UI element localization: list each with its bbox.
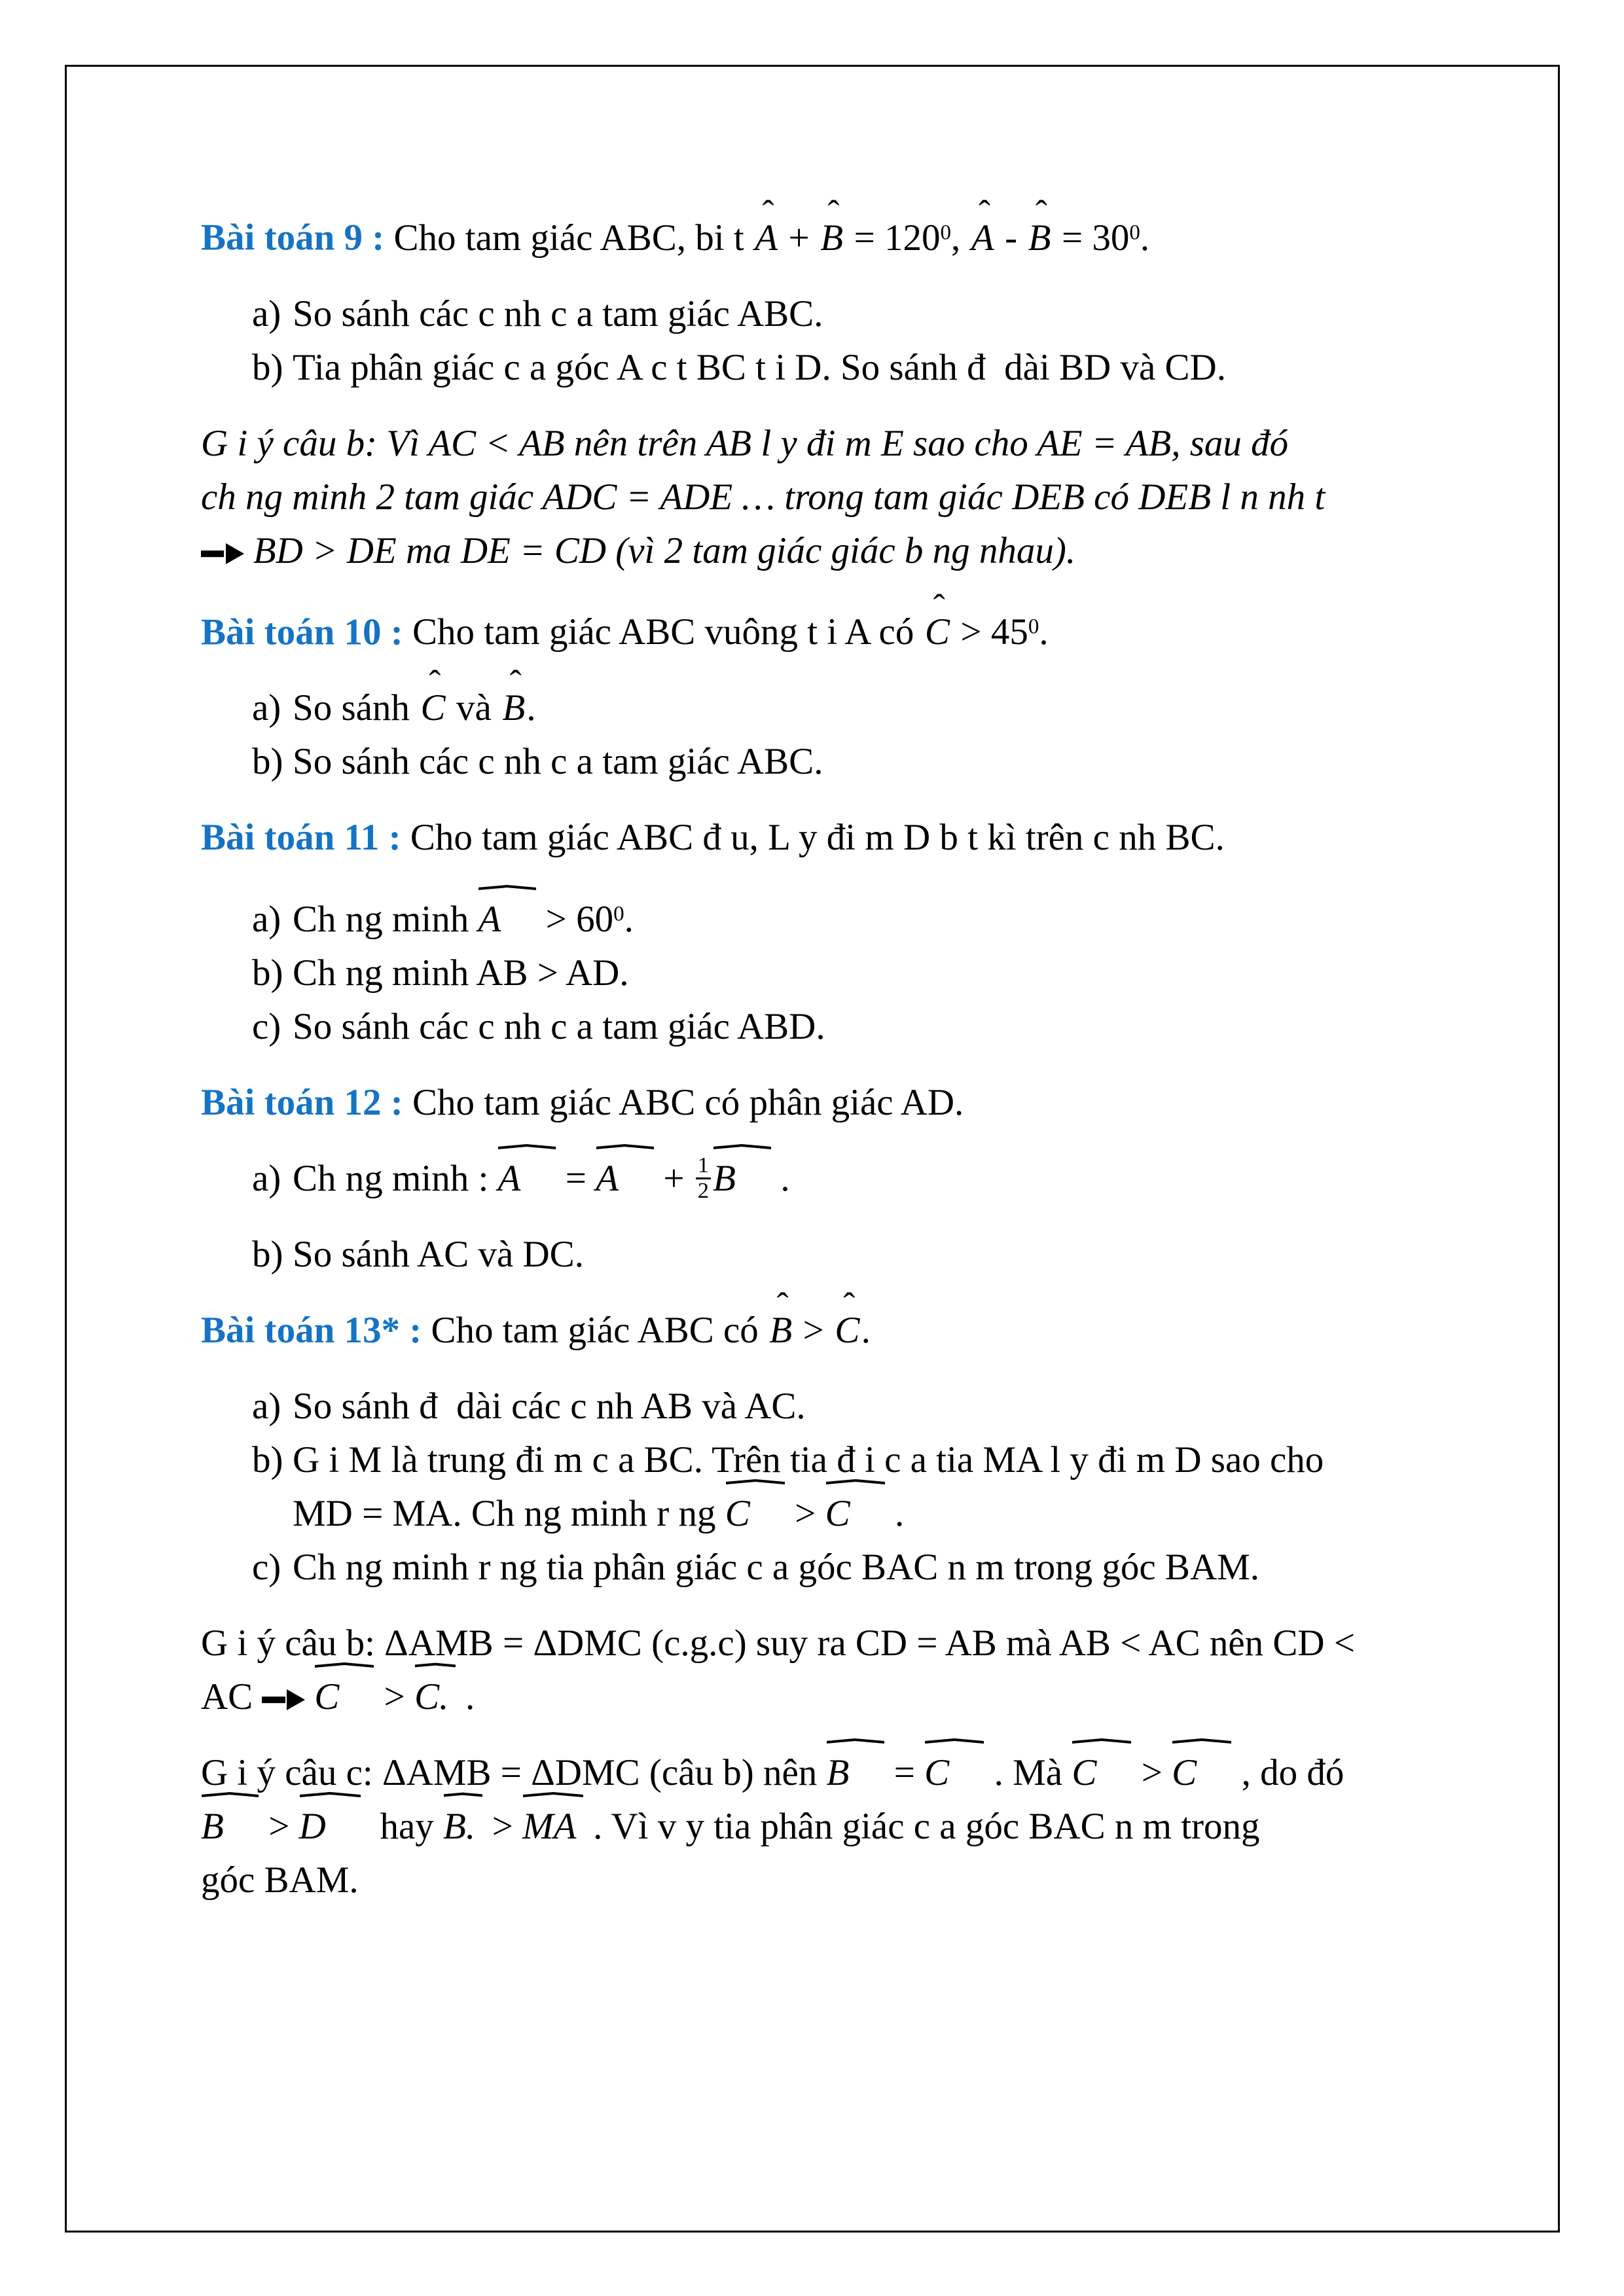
text-run: + bbox=[779, 217, 819, 259]
math-widehat: D bbox=[299, 1800, 361, 1854]
list-item bbox=[201, 681, 1455, 735]
problem-intro bbox=[431, 1310, 871, 1351]
text-run: . Vì v y tia phân giác c a góc BAC n m trong bbox=[583, 1805, 1260, 1847]
item-text bbox=[293, 1547, 1259, 1588]
text-run: . bbox=[861, 1309, 871, 1351]
text-run: So sánh các c nh c a tam giác ABC. bbox=[293, 293, 823, 334]
text-run: Ch ng minh : bbox=[293, 1157, 498, 1199]
hint-line bbox=[201, 1617, 1455, 1670]
list-item bbox=[201, 1541, 1455, 1594]
problem-intro bbox=[394, 217, 1150, 259]
text-run: MD = MA. Ch ng minh r ng bbox=[293, 1492, 725, 1534]
hint-line bbox=[201, 1670, 1455, 1724]
math-hat-letter: B ˆ bbox=[768, 1304, 793, 1357]
text-run: Ch ng minh bbox=[293, 898, 478, 940]
problem-heading bbox=[201, 600, 1455, 660]
superscript: 0 bbox=[1028, 615, 1039, 639]
item-text bbox=[293, 1439, 1324, 1480]
list-item-continuation bbox=[201, 1487, 1455, 1541]
hint-line bbox=[201, 417, 1455, 471]
math-widehat: C bbox=[1072, 1746, 1132, 1800]
text-run: > bbox=[793, 1309, 834, 1351]
text-run: Cho tam giác ABC có phân giác AD. bbox=[412, 1081, 964, 1123]
text-run: So sánh các c nh c a tam giác ABC. bbox=[293, 741, 823, 783]
list-item bbox=[201, 946, 1455, 1000]
text-run: > bbox=[785, 1492, 825, 1534]
text-run: . bbox=[771, 1157, 790, 1199]
list-item bbox=[201, 1152, 1455, 1206]
problem-intro bbox=[412, 611, 1049, 653]
text-run: hay bbox=[361, 1805, 443, 1847]
text-run: > bbox=[1132, 1751, 1172, 1793]
text-run: So sánh các c nh c a tam giác ABD. bbox=[293, 1005, 825, 1047]
item-label: b) bbox=[252, 346, 283, 388]
list-item bbox=[201, 1433, 1455, 1487]
item-label: c) bbox=[252, 1005, 281, 1047]
text-run: G i ý câu c: ΔAMB = ΔDMC (câu b) nên bbox=[201, 1751, 827, 1793]
problem-title: Bài toán 12 : bbox=[201, 1081, 403, 1123]
text-run: . bbox=[1039, 611, 1049, 653]
item-label: a) bbox=[252, 687, 281, 729]
math-widehat: B. bbox=[443, 1800, 482, 1854]
text-run: = bbox=[884, 1751, 925, 1793]
text-run: = 30 bbox=[1052, 217, 1130, 259]
text-run: Cho tam giác ABC có bbox=[431, 1309, 768, 1351]
item-text bbox=[293, 1006, 825, 1047]
text-run: Cho tam giác ABC đ u, L y đi m D b t kì trên c nh BC. bbox=[410, 817, 1225, 859]
list-item bbox=[201, 735, 1455, 789]
item-text bbox=[293, 1234, 584, 1275]
math-widehat: C bbox=[1172, 1746, 1232, 1800]
text-run: G i M là trung đi m c a BC. Trên tia đ i c a tia MA l y đi m D sao cho bbox=[293, 1439, 1324, 1480]
hint-line bbox=[201, 471, 1455, 524]
item-text bbox=[293, 952, 629, 994]
superscript: 0 bbox=[613, 902, 624, 926]
text-run: Cho tam giác ABC vuông t i A có bbox=[412, 611, 924, 653]
text-run: + bbox=[654, 1157, 694, 1199]
fraction bbox=[696, 1154, 712, 1203]
superscript: 0 bbox=[1129, 221, 1140, 244]
hint-line bbox=[201, 524, 1455, 578]
item-label: a) bbox=[252, 1385, 281, 1427]
text-run: > 60 bbox=[536, 898, 614, 940]
list-item bbox=[201, 887, 1455, 946]
math-widehat: A bbox=[478, 893, 536, 946]
problem-intro bbox=[410, 817, 1225, 858]
arrow-right-icon bbox=[201, 543, 244, 565]
math-hat-letter: A ˆ bbox=[753, 211, 779, 265]
text-run: Cho tam giác ABC, bi t bbox=[393, 217, 753, 259]
list-item bbox=[201, 1228, 1455, 1282]
problem-heading bbox=[201, 1304, 1455, 1357]
text-run: ch ng minh 2 tam giác ADC = ADE … trong tam giác DEB có DEB l n nh t bbox=[201, 476, 1326, 518]
hint-line bbox=[201, 1800, 1455, 1854]
text-run: > bbox=[259, 1805, 299, 1847]
text-run: = 120 bbox=[844, 217, 941, 259]
text-run: G i ý câu b: Vì AC < AB nên trên AB l y đi m E sao cho AE = AB, sau đó bbox=[201, 422, 1289, 464]
text-run: So sánh bbox=[293, 687, 420, 729]
math-hat-letter: C ˆ bbox=[924, 605, 952, 659]
text-run: > 45 bbox=[951, 611, 1028, 653]
item-label: c) bbox=[252, 1546, 281, 1588]
item-label: b) bbox=[252, 1233, 283, 1275]
text-run: AC bbox=[201, 1676, 262, 1717]
item-text bbox=[293, 899, 634, 940]
text-run: . bbox=[456, 1676, 475, 1717]
text-run: = bbox=[556, 1157, 596, 1199]
math-widehat: B bbox=[201, 1800, 259, 1854]
math-widehat: C bbox=[924, 1746, 984, 1800]
problem-title: Bài toán 9 : bbox=[201, 217, 385, 259]
problem-title: Bài toán 11 : bbox=[201, 817, 401, 859]
text-run: Ch ng minh r ng tia phân giác c a góc BAC n m trong góc BAM. bbox=[293, 1546, 1260, 1588]
problem-heading bbox=[201, 206, 1455, 265]
math-widehat: C. bbox=[414, 1670, 456, 1724]
fraction-denominator: 2 bbox=[697, 1179, 710, 1204]
list-item bbox=[201, 1380, 1455, 1433]
math-hat-letter: C ˆ bbox=[833, 1304, 861, 1357]
item-label: b) bbox=[252, 741, 283, 783]
hint-line bbox=[201, 1854, 1455, 1907]
text-run: So sánh đ dài các c nh AB và AC. bbox=[293, 1385, 806, 1427]
problem-heading bbox=[201, 811, 1455, 865]
text-run: Ch ng minh AB > AD. bbox=[293, 952, 629, 994]
math-widehat: C bbox=[314, 1670, 374, 1724]
problem-heading bbox=[201, 1076, 1455, 1130]
math-hat-letter: B ˆ bbox=[501, 681, 526, 735]
text-run: G i ý câu b: ΔAMB = ΔDMC (c.g.c) suy ra CD = AB mà AB < AC nên CD < bbox=[201, 1622, 1355, 1664]
math-widehat: C bbox=[725, 1487, 785, 1541]
item-text bbox=[293, 741, 823, 782]
math-hat-letter: B ˆ bbox=[1026, 211, 1052, 265]
text-run: . bbox=[624, 898, 634, 940]
item-text bbox=[293, 293, 823, 334]
math-hat-letter: A ˆ bbox=[970, 211, 996, 265]
text-run: và bbox=[446, 687, 501, 729]
math-widehat: C bbox=[825, 1487, 886, 1541]
text-run: . bbox=[1140, 217, 1150, 259]
fraction-numerator: 1 bbox=[696, 1154, 712, 1179]
hint-line bbox=[201, 1746, 1455, 1800]
item-text bbox=[293, 1153, 790, 1204]
text-run bbox=[305, 1676, 314, 1717]
text-run: góc BAM. bbox=[201, 1859, 359, 1901]
superscript: 0 bbox=[940, 221, 951, 244]
problem-title: Bài toán 13* : bbox=[201, 1309, 422, 1351]
math-widehat: B bbox=[827, 1746, 885, 1800]
item-text bbox=[293, 1386, 806, 1427]
text-run: > bbox=[482, 1805, 523, 1847]
item-text bbox=[293, 687, 536, 728]
text-run: , do đó bbox=[1232, 1751, 1344, 1793]
text-run: , bbox=[951, 217, 970, 259]
text-run: BD > DE ma DE = CD (vì 2 tam giác giác b ng nhau). bbox=[244, 529, 1076, 571]
math-widehat: MA bbox=[522, 1800, 584, 1854]
page-content bbox=[201, 183, 1455, 1907]
item-label: b) bbox=[252, 1439, 283, 1480]
problem-intro bbox=[412, 1082, 964, 1123]
item-text bbox=[293, 347, 1226, 388]
text-run: - bbox=[995, 217, 1027, 259]
item-label: a) bbox=[252, 898, 281, 940]
text-run: So sánh AC và DC. bbox=[293, 1233, 584, 1275]
math-hat-letter: B ˆ bbox=[819, 211, 844, 265]
text-run: > bbox=[374, 1676, 415, 1717]
item-label: a) bbox=[252, 1157, 281, 1199]
text-run: Tia phân giác c a góc A c t BC t i D. So sánh đ dài BD và CD. bbox=[293, 346, 1226, 388]
text-run: . bbox=[526, 687, 536, 729]
math-widehat: B bbox=[713, 1152, 771, 1206]
problem-title: Bài toán 10 : bbox=[201, 611, 403, 653]
item-label: b) bbox=[252, 952, 283, 994]
list-item bbox=[201, 341, 1455, 395]
math-widehat: A bbox=[498, 1152, 556, 1206]
math-widehat: A bbox=[596, 1152, 654, 1206]
list-item bbox=[201, 1000, 1455, 1054]
text-run: . bbox=[885, 1492, 905, 1534]
arrow-right-icon bbox=[262, 1689, 305, 1711]
math-hat-letter: C ˆ bbox=[419, 681, 447, 735]
item-label: a) bbox=[252, 293, 281, 334]
text-run: . Mà bbox=[984, 1751, 1072, 1793]
list-item bbox=[201, 287, 1455, 341]
